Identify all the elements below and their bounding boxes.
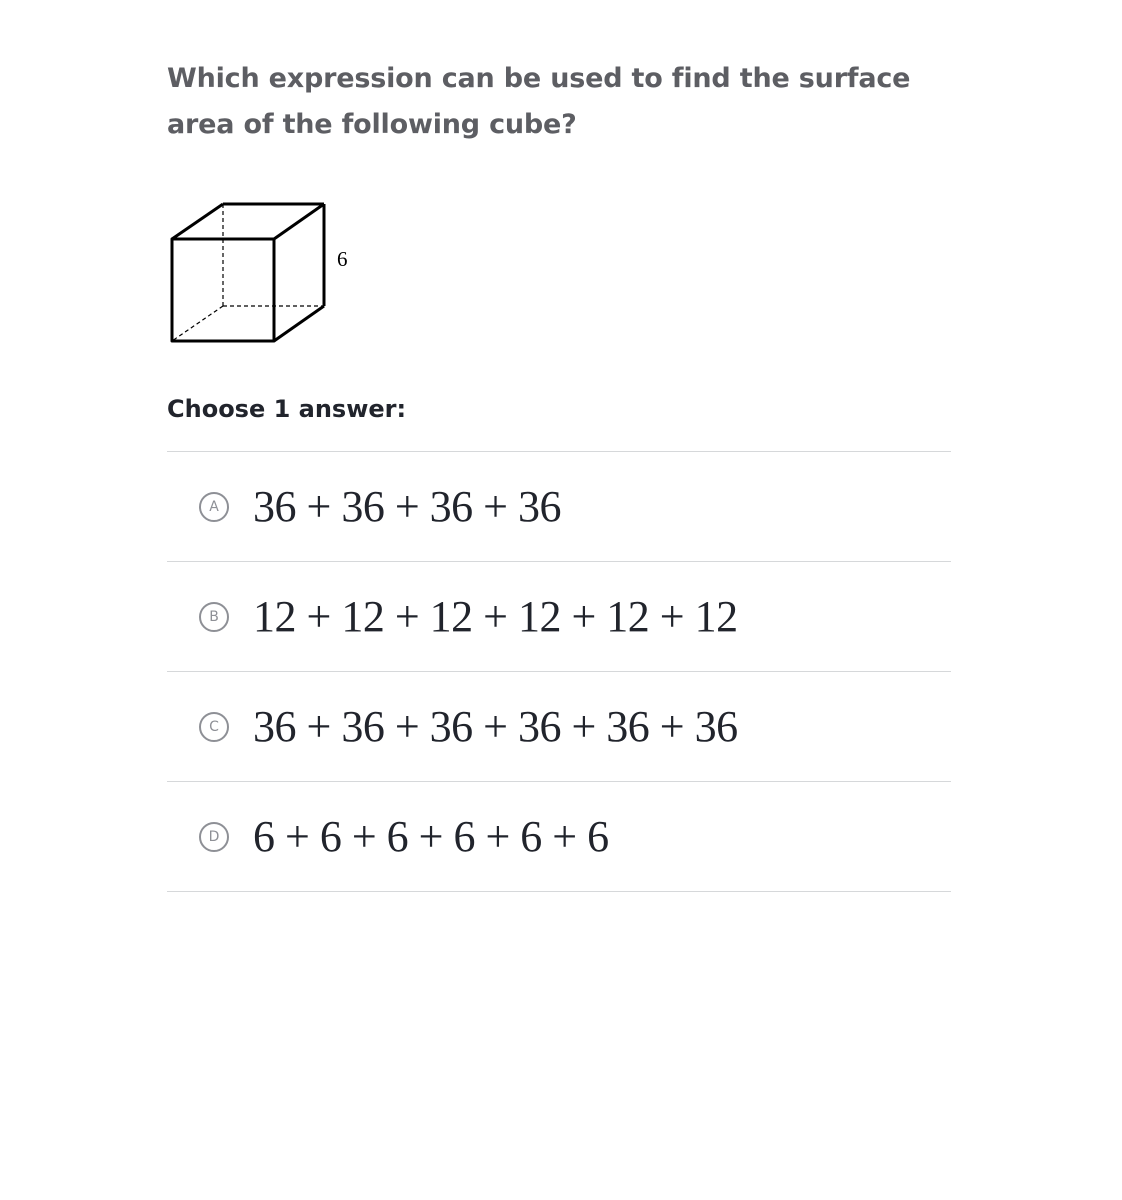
choice-b-radio[interactable]: B — [199, 602, 229, 632]
choice-c-radio[interactable]: C — [199, 712, 229, 742]
answer-choices — [167, 451, 951, 892]
choice-d[interactable] — [167, 782, 951, 892]
cube-diagram — [167, 196, 367, 346]
choice-c-expression: 36 + 36 + 36 + 36 + 36 + 36 — [253, 702, 738, 751]
choice-c[interactable] — [167, 672, 951, 782]
choice-b-expression: 12 + 12 + 12 + 12 + 12 + 12 — [253, 592, 738, 641]
choice-d-radio[interactable]: D — [199, 822, 229, 852]
choice-d-expression: 6 + 6 + 6 + 6 + 6 + 6 — [253, 812, 609, 861]
choice-a-radio[interactable]: A — [199, 492, 229, 522]
choice-a-expression: 36 + 36 + 36 + 36 — [253, 482, 561, 531]
choice-b[interactable] — [167, 562, 951, 672]
cube-visible-edges — [172, 204, 324, 341]
cube-figure — [167, 196, 367, 346]
choice-a[interactable] — [167, 452, 951, 562]
question-text: Which expression can be used to find the surface area of the following cube? — [167, 63, 911, 140]
cube-edge-label: 6 — [337, 247, 348, 271]
choose-answer-label: Choose 1 answer: — [167, 395, 407, 423]
exercise-container — [167, 56, 951, 892]
